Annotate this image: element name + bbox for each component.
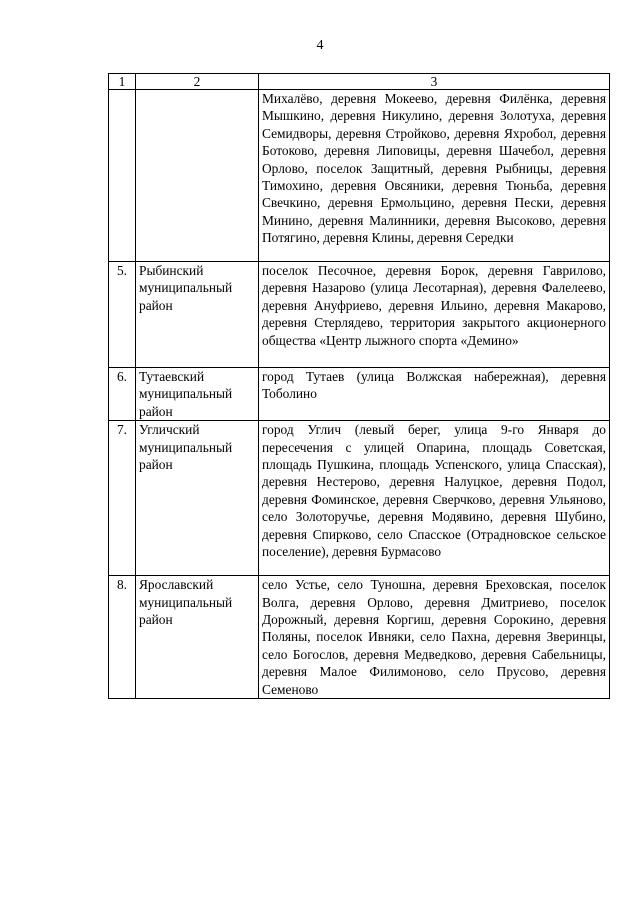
district-name: Ярославский муниципальный район <box>136 576 259 699</box>
table-header-row <box>109 74 610 90</box>
settlements-table <box>108 73 610 699</box>
table-row <box>109 576 610 699</box>
row-number <box>109 90 136 262</box>
header-cell-num: 1 <box>109 74 136 90</box>
district-name <box>136 90 259 262</box>
row-number: 6. <box>109 368 136 421</box>
settlements-list: город Тутаев (улица Волжская набережная), деревня Тоболино <box>259 368 610 421</box>
header-cell-settlements: 3 <box>259 74 610 90</box>
row-number: 5. <box>109 262 136 368</box>
district-name: Угличский муниципальный район <box>136 421 259 576</box>
table-row <box>109 421 610 576</box>
table-row <box>109 262 610 368</box>
page-number: 4 <box>316 38 324 53</box>
table-row <box>109 368 610 421</box>
settlements-list: поселок Песочное, деревня Борок, деревня Гаврилово, деревня Назарово (улица Лесотарная), деревня Фалелеево, деревня Ануфриево, деревня Ильино, деревня Макарово, деревня Стерлядево, территория закрытого акционерного общества «Центр лыжного спорта «Демино» <box>259 262 610 368</box>
row-number: 8. <box>109 576 136 699</box>
district-name: Рыбинский муниципальный район <box>136 262 259 368</box>
settlements-list: город Углич (левый берег, улица 9-го Января до пересечения с улицей Опарина, площадь Советская, площадь Пушкина, площадь Успенского, улица Спасская), деревня Нестерово, деревня Налуцкое, деревня Подол, деревня Фоминское, деревня Сверчково, деревня Ульяново, село Золоторучье, деревня Модявино, деревня Шубино, деревня Спирково, село Спасское (Отрадновское сельское поселение), деревня Бурмасово <box>259 421 610 576</box>
row-number: 7. <box>109 421 136 576</box>
settlements-list: село Устье, село Туношна, деревня Бреховская, поселок Волга, деревня Орлово, деревня Дмитриево, поселок Дорожный, деревня Коргиш, деревня Сорокино, деревня Поляны, поселок Ивняки, село Пахна, деревня Зверинцы, село Богослов, деревня Медведково, деревня Сабельницы, деревня Малое Филимоново, село Прусово, деревня Семеново <box>259 576 610 699</box>
settlements-list: Михалёво, деревня Мокеево, деревня Филёнка, деревня Мышкино, деревня Никулино, деревня Золотуха, деревня Семидворы, деревня Стройково, деревня Яхробол, деревня Ботоково, деревня Липовицы, деревня Шачебол, деревня Орлово, поселок Защитный, деревня Рыбницы, деревня Тимохино, деревня Овсяники, деревня Тюньба, деревня Свечкино, деревня Ермольцино, деревня Пески, деревня Минино, деревня Малинники, деревня Высоково, деревня Потягино, деревня Клины, деревня Середки <box>259 90 610 262</box>
district-name: Тутаевский муниципальный район <box>136 368 259 421</box>
header-cell-district: 2 <box>136 74 259 90</box>
table-row <box>109 90 610 262</box>
